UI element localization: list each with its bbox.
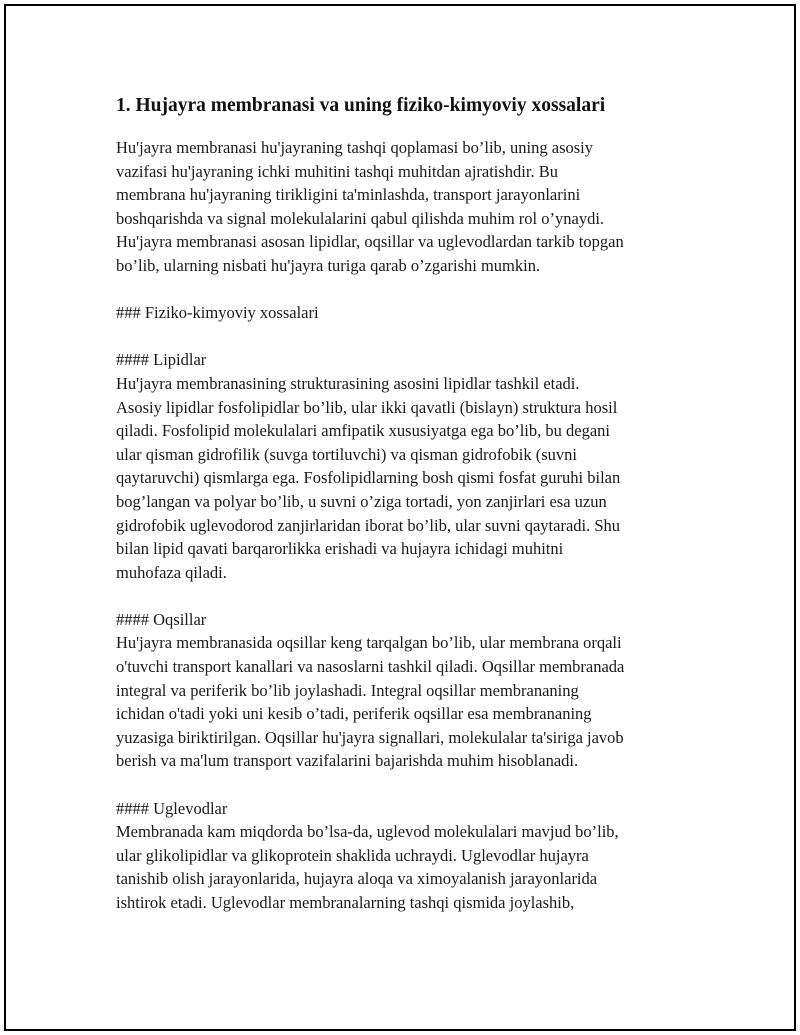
spacer: [116, 773, 696, 797]
lipids-line: qiladi. Fosfolipid molekulalari amfipatik xususiyatga ega bo’lib, bu degani: [116, 421, 610, 441]
proteins-line: yuzasiga biriktirilgan. Oqsillar hu'jayra signallari, molekulalar ta'siriga javob: [116, 727, 624, 747]
lipids-line: bilan lipid qavati barqarorlikka erishadi va hujayra ichidagi muhitni: [116, 539, 564, 559]
carbs-line: tanishib olish jarayonlarida, hujayra aloqa va ximoyalanish jarayonlarida: [116, 869, 598, 889]
proteins-line: ichidan o'tadi yoki uni kesib o’tadi, periferik oqsillar esa membrananing: [116, 704, 592, 724]
carbs-line: ular glikolipidlar va glikoprotein shaklida uchraydi. Uglevodlar hujayra: [116, 845, 589, 865]
lipids-heading: #### Lipidlar: [116, 350, 207, 370]
spacer: [116, 325, 696, 349]
lipids-line: ular qisman gidrofilik (suvga tortiluvchi) va qisman gidrofobik (suvni: [116, 444, 578, 464]
carbs-heading: #### Uglevodlar: [116, 798, 228, 818]
intro-line: boshqarishda va signal molekulalarini qabul qilishda muhim rol o’ynaydi.: [116, 208, 605, 228]
lipids-line: gidrofobik uglevodorod zanjirlaridan iborat bo’lib, ular suvni qaytaradi. Shu: [116, 515, 621, 535]
carbs-line: Membranada kam miqdorda bo’lsa-da, uglevod molekulalari mavjud bo’lib,: [116, 822, 619, 842]
proteins-line: berish va ma'lum transport vazifalarini bajarishda muhim hisoblanadi.: [116, 751, 579, 771]
proteins-line: Hu'jayra membranasida oqsillar keng tarqalgan bo’lib, ular membrana orqali: [116, 633, 622, 653]
proteins-paragraph: [116, 631, 696, 773]
proteins-line: o'tuvchi transport kanallari va nasoslarni tashkil qiladi. Oqsillar membranada: [116, 657, 625, 677]
spacer: [116, 584, 696, 608]
proteins-heading: #### Oqsillar: [116, 609, 207, 629]
intro-paragraph: [116, 136, 696, 278]
carbs-paragraph: [116, 820, 696, 914]
document-title: 1. Hujayra membranasi va uning fiziko-kimyoviy xossalari: [116, 95, 606, 116]
lipids-paragraph: [116, 372, 696, 584]
intro-line: bo’lib, ularning nisbati hu'jayra turiga qarab o’zgarishi mumkin.: [116, 255, 541, 275]
document-body: [116, 93, 696, 915]
lipids-line: Hu'jayra membranasining strukturasining asosini lipidlar tashkil etadi.: [116, 373, 580, 393]
spacer: [116, 278, 696, 302]
carbs-line: ishtirok etadi. Uglevodlar membranalarning tashqi qismida joylashib,: [116, 893, 575, 912]
lipids-line: Asosiy lipidlar fosfolipidlar bo’lib, ular ikki qavatli (bislayn) struktura hosil: [116, 397, 618, 417]
proteins-line: integral va periferik bo’lib joylashadi. Integral oqsillar membrananing: [116, 680, 579, 700]
lipids-line: muhofaza qiladi.: [116, 562, 227, 582]
intro-line: vazifasi hu'jayraning ichki muhitini tashqi muhitdan ajratishdir. Bu: [116, 161, 558, 181]
intro-line: membrana hu'jayraning tirikligini ta'minlashda, transport jarayonlarini: [116, 185, 581, 205]
intro-line: Hu'jayra membranasi asosan lipidlar, oqsillar va uglevodlardan tarkib topgan: [116, 232, 624, 252]
lipids-line: bog’langan va polyar bo’lib, u suvni o’ziga tortadi, yon zanjirlari esa uzun: [116, 491, 607, 511]
section-heading: ### Fiziko-kimyoviy xossalari: [116, 303, 319, 323]
lipids-line: qaytaruvchi) qismlarga ega. Fosfolipidlarning bosh qismi fosfat guruhi bilan: [116, 468, 621, 488]
intro-line: Hu'jayra membranasi hu'jayraning tashqi qoplamasi bo’lib, uning asosiy: [116, 138, 594, 157]
